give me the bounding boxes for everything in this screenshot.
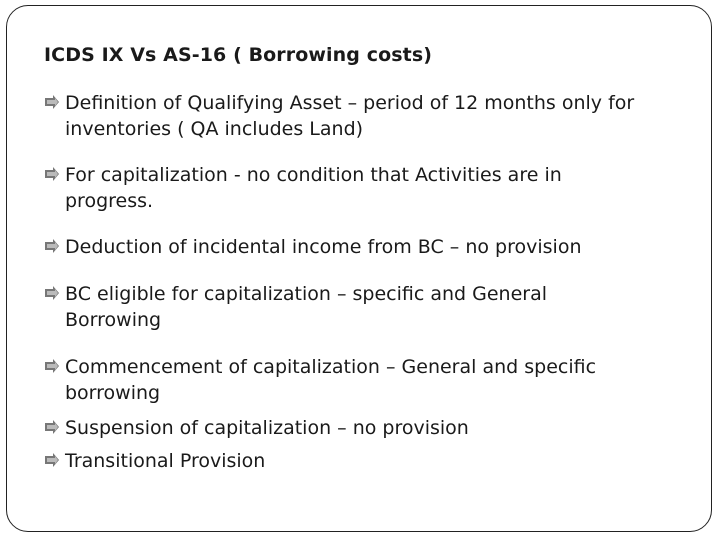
bullet-item <box>44 354 694 406</box>
bullet-text-continued: borrowing <box>65 382 161 404</box>
bullet-arrow-icon <box>44 354 65 373</box>
bullet-item <box>44 415 694 441</box>
bullet-text-continued: inventories ( QA includes Land) <box>65 118 364 140</box>
bullet-text: BC eligible for capitalization – specific and General <box>65 283 547 305</box>
bullet-arrow-icon <box>44 162 65 181</box>
bullet-text: For capitalization - no condition that Activities are in <box>65 164 562 186</box>
bullet-arrow-icon <box>44 90 65 109</box>
bullet-text-continued: progress. <box>65 190 154 212</box>
bullet-item <box>44 162 694 214</box>
bullet-text: Transitional Provision <box>65 450 266 472</box>
bullet-item <box>44 90 694 142</box>
slide-title: ICDS IX Vs AS-16 ( Borrowing costs) <box>44 44 433 66</box>
bullet-text-continued: Borrowing <box>65 309 162 331</box>
bullet-item <box>44 448 694 474</box>
bullet-arrow-icon <box>44 448 65 467</box>
bullet-text: Definition of Qualifying Asset – period of 12 months only for <box>65 92 635 114</box>
bullet-arrow-icon <box>44 234 65 253</box>
bullet-item <box>44 281 694 333</box>
bullet-arrow-icon <box>44 281 65 300</box>
bullet-text: Suspension of capitalization – no provision <box>65 417 469 439</box>
bullet-text: Commencement of capitalization – General and specific <box>65 356 597 378</box>
bullet-item <box>44 234 694 260</box>
bullet-text: Deduction of incidental income from BC – no provision <box>65 236 582 258</box>
bullet-arrow-icon <box>44 415 65 434</box>
